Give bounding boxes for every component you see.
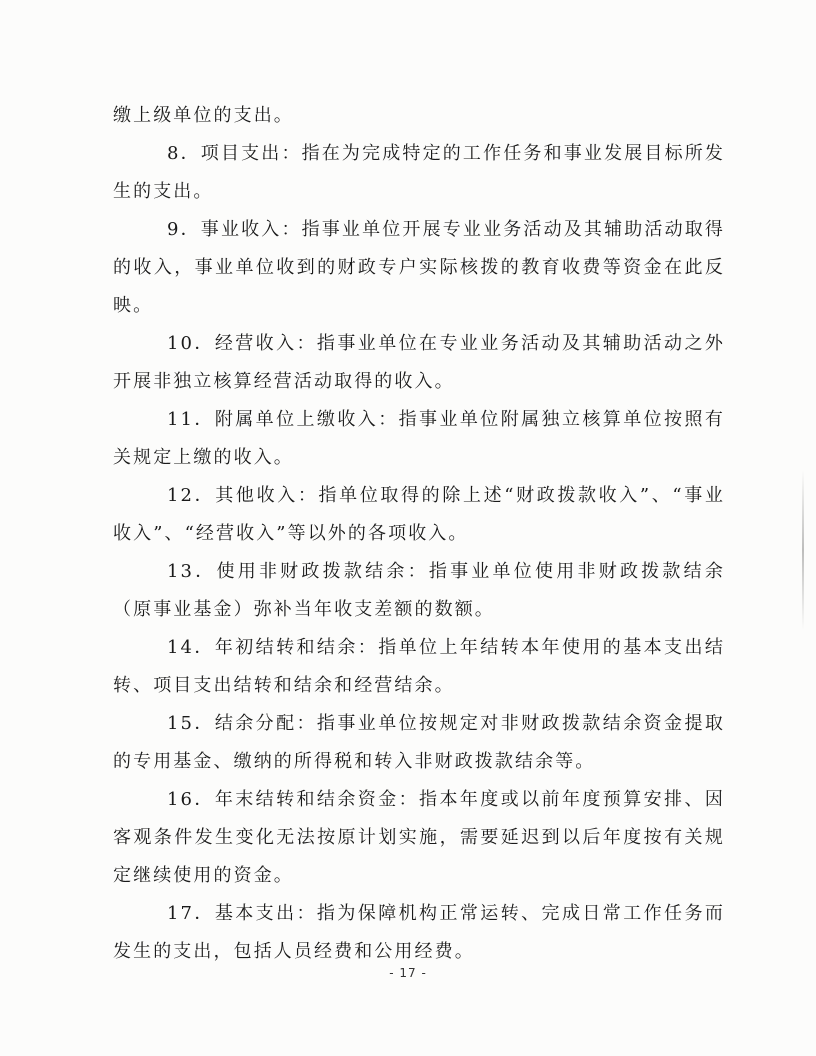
paragraph-item-12: 12．其他收入：指单位取得的除上述“财政拨款收入”、“事业收入”、“经营收入”等以外的各项收入。	[113, 485, 725, 544]
paragraph-item-13: 13．使用非财政拨款结余：指事业单位使用非财政拨款结余（原事业基金）弥补当年收支差额的数额。	[113, 561, 725, 620]
paragraph-item-11: 11．附属单位上缴收入：指事业单位附属独立核算单位按照有关规定上缴的收入。	[113, 409, 725, 468]
paragraph-item-14: 14．年初结转和结余：指单位上年结转本年使用的基本支出结转、项目支出结转和结余和经营结余。	[113, 637, 725, 696]
paragraph-item-9: 9．事业收入：指事业单位开展专业业务活动及其辅助活动取得的收入，事业单位收到的财政专户实际核拨的教育收费等资金在此反映。	[113, 219, 725, 316]
document-body	[113, 97, 725, 971]
paragraph-item-8: 8．项目支出：指在为完成特定的工作任务和事业发展目标所发生的支出。	[113, 143, 725, 202]
paragraph-continuation: 缴上级单位的支出。	[113, 105, 294, 126]
paragraph-item-10: 10．经营收入：指事业单位在专业业务活动及其辅助活动之外开展非独立核算经营活动取得的收入。	[113, 333, 725, 392]
paragraph-item-16: 16．年末结转和结余资金：指本年度或以前年度预算安排、因客观条件发生变化无法按原计划实施，需要延迟到以后年度按有关规定继续使用的资金。	[113, 789, 725, 886]
page-number: - 17 -	[389, 966, 427, 980]
paragraph-item-17: 17．基本支出：指为保障机构正常运转、完成日常工作任务而发生的支出，包括人员经费和公用经费。	[113, 903, 725, 962]
paragraph-item-15: 15．结余分配：指事业单位按规定对非财政拨款结余资金提取的专用基金、缴纳的所得税和转入非财政拨款结余等。	[113, 713, 725, 772]
scan-edge-shadow	[802, 470, 804, 630]
